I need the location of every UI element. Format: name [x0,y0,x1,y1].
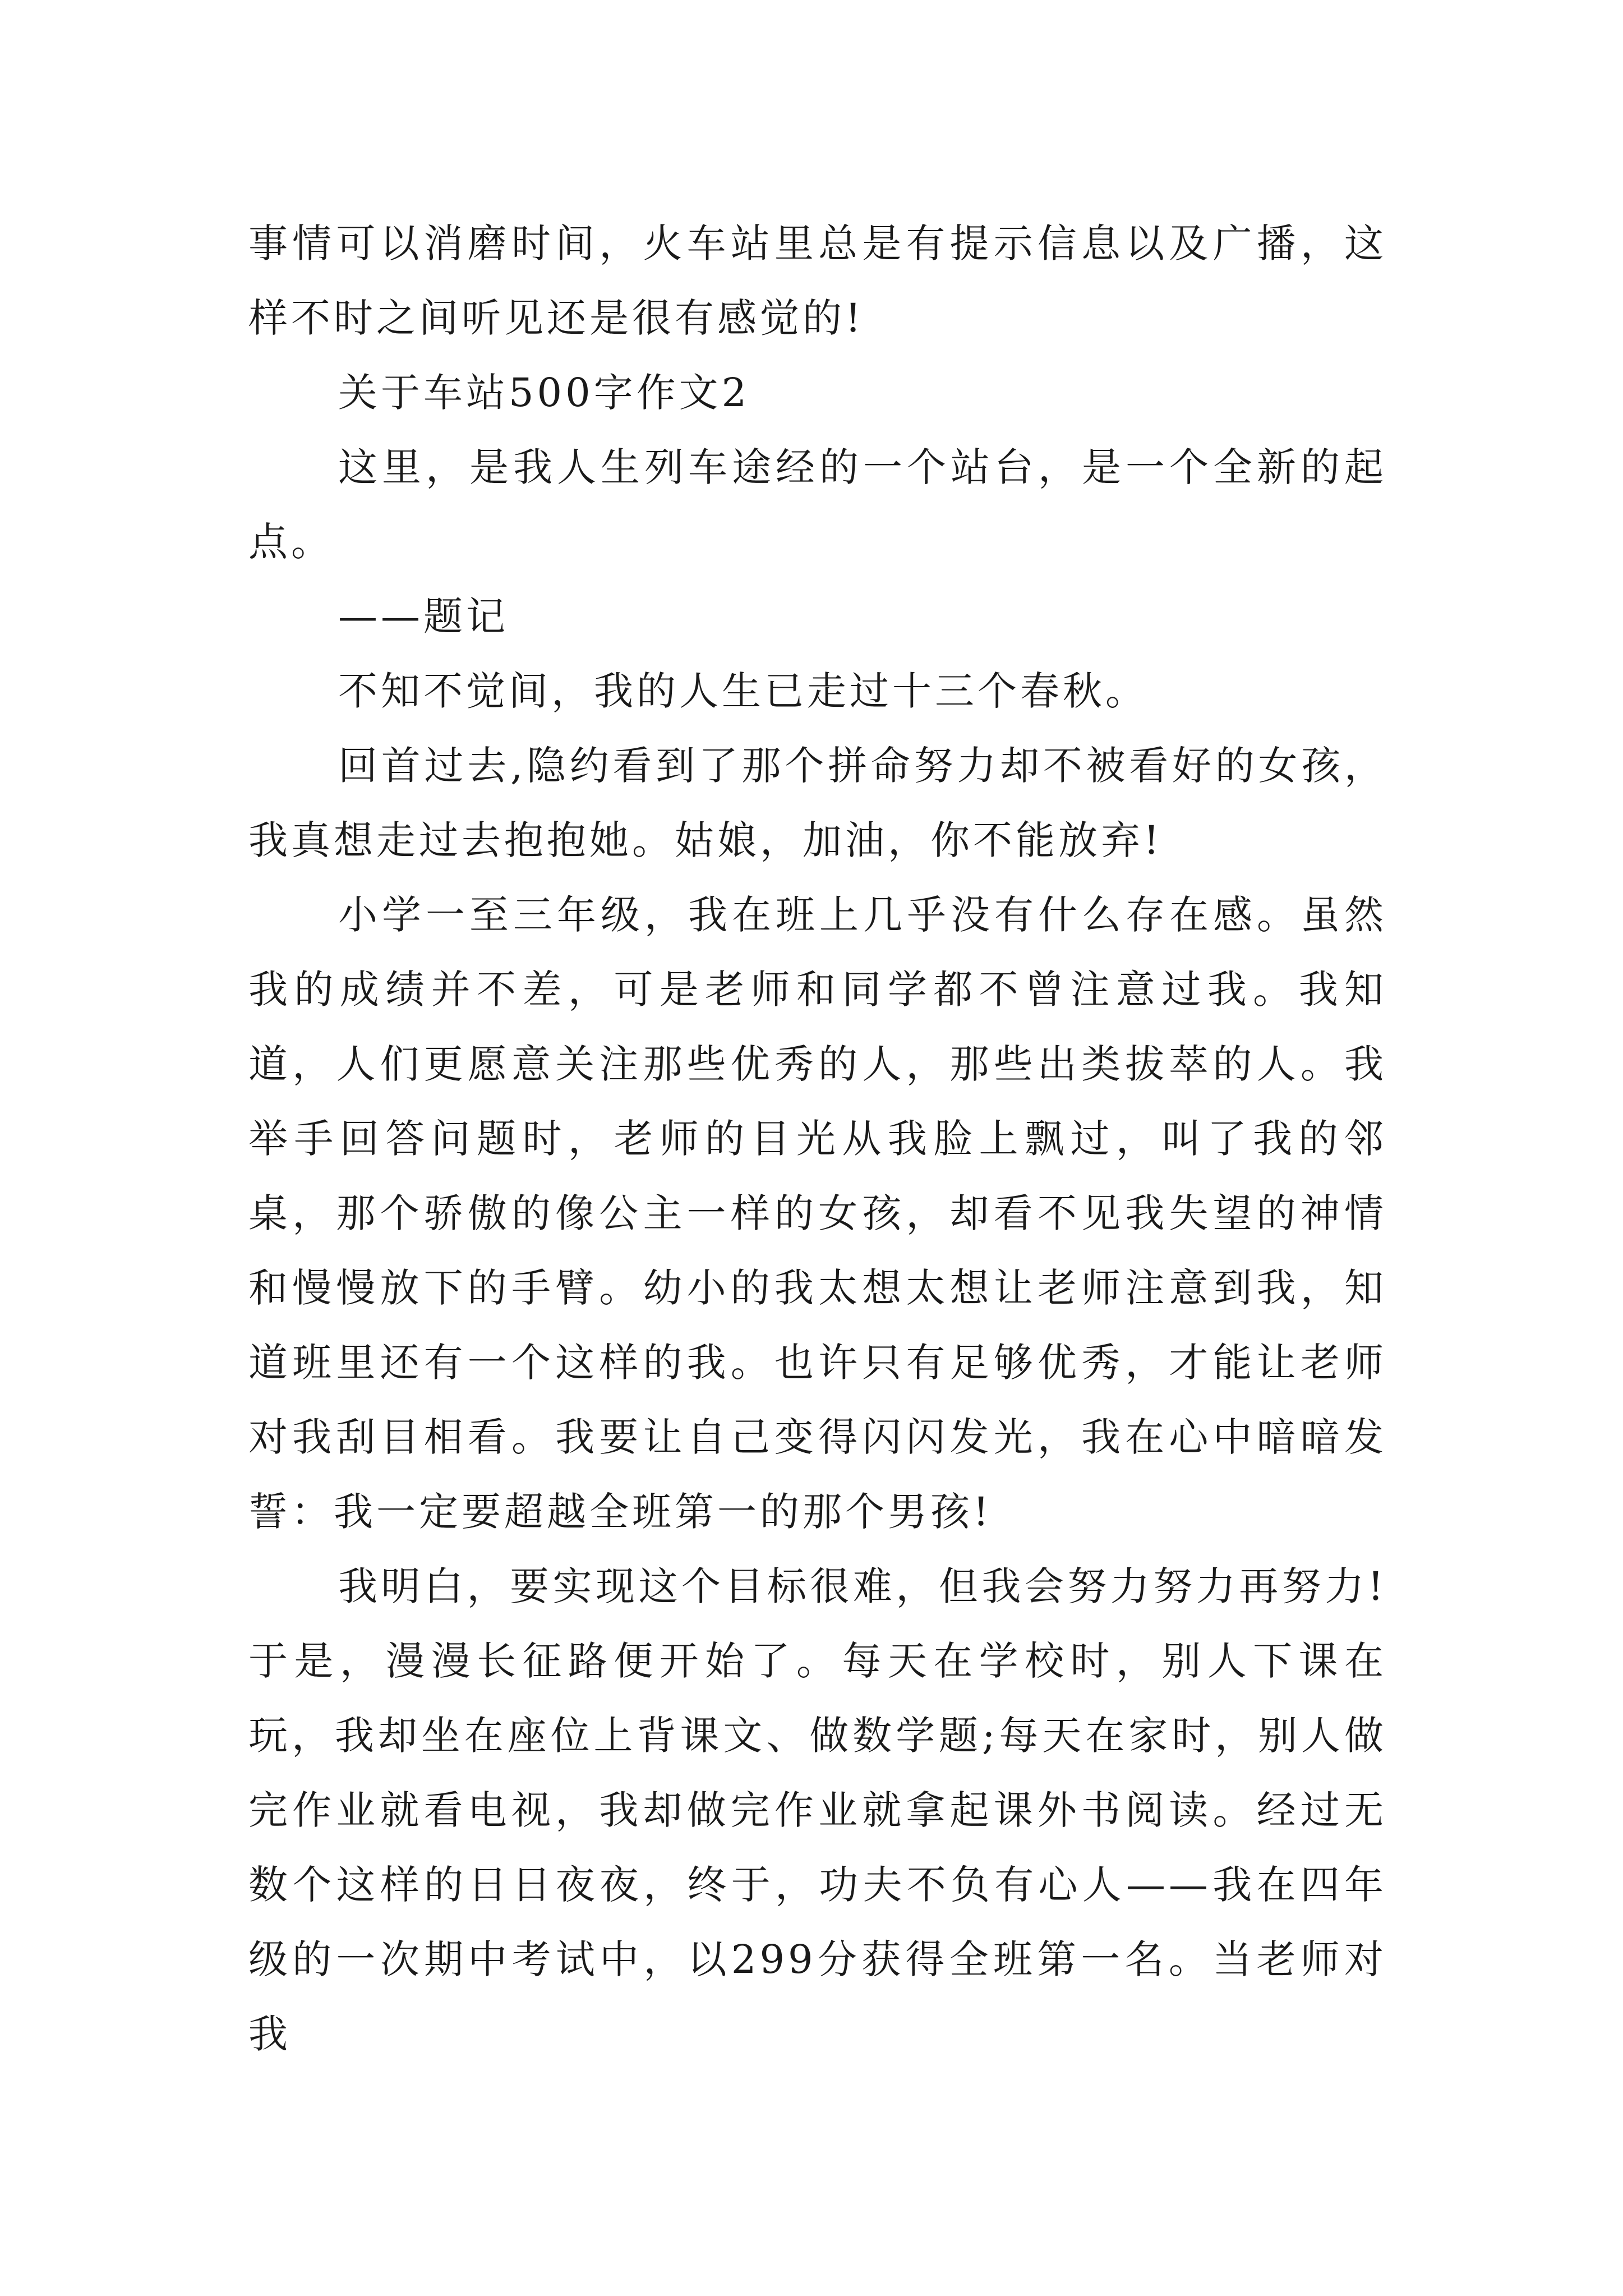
paragraph-1: 事情可以消磨时间，火车站里总是有提示信息以及广播，这样不时之间听见还是很有感觉的! [248,220,1387,341]
paragraph-2-heading: 关于车站500字作文2 [338,370,750,416]
paragraph-5: 不知不觉间，我的人生已走过十三个春秋。 [338,668,1148,714]
paragraph-6: 回首过去,隐约看到了那个拼命努力却不被看好的女孩，我真想走过去抱抱她。姑娘，加油，你不能放弃! [248,743,1387,863]
paragraph-8: 我明白，要实现这个目标很难，但我会努力努力再努力!于是，漫漫长征路便开始了。每天在学校时，别人下课在玩，我却坐在座位上背课文、做数学题;每天在家时，别人做完作业就看电视，我却做完作业就拿起课外书阅读。经过无数个这样的日日夜夜，终于，功夫不负有心人——我在四年级的一次期中考试中，以299分获得全班第一名。当老师对我 [248,1563,1387,2057]
paragraph-4-epigraph: ——题记 [338,593,509,639]
paragraph-3: 这里，是我人生列车途经的一个站台，是一个全新的起点。 [248,444,1387,565]
document-body [248,206,1387,2072]
paragraph-7: 小学一至三年级，我在班上几乎没有什么存在感。虽然我的成绩并不差，可是老师和同学都不曾注意过我。我知道，人们更愿意关注那些优秀的人，那些出类拔萃的人。我举手回答问题时，老师的目光从我脸上飘过，叫了我的邻桌，那个骄傲的像公主一样的女孩，却看不见我失望的神情和慢慢放下的手臂。幼小的我太想太想让老师注意到我，知道班里还有一个这样的我。也许只有足够优秀，才能让老师对我刮目相看。我要让自己变得闪闪发光，我在心中暗暗发誓：我一定要超越全班第一的那个男孩! [248,892,1387,1535]
